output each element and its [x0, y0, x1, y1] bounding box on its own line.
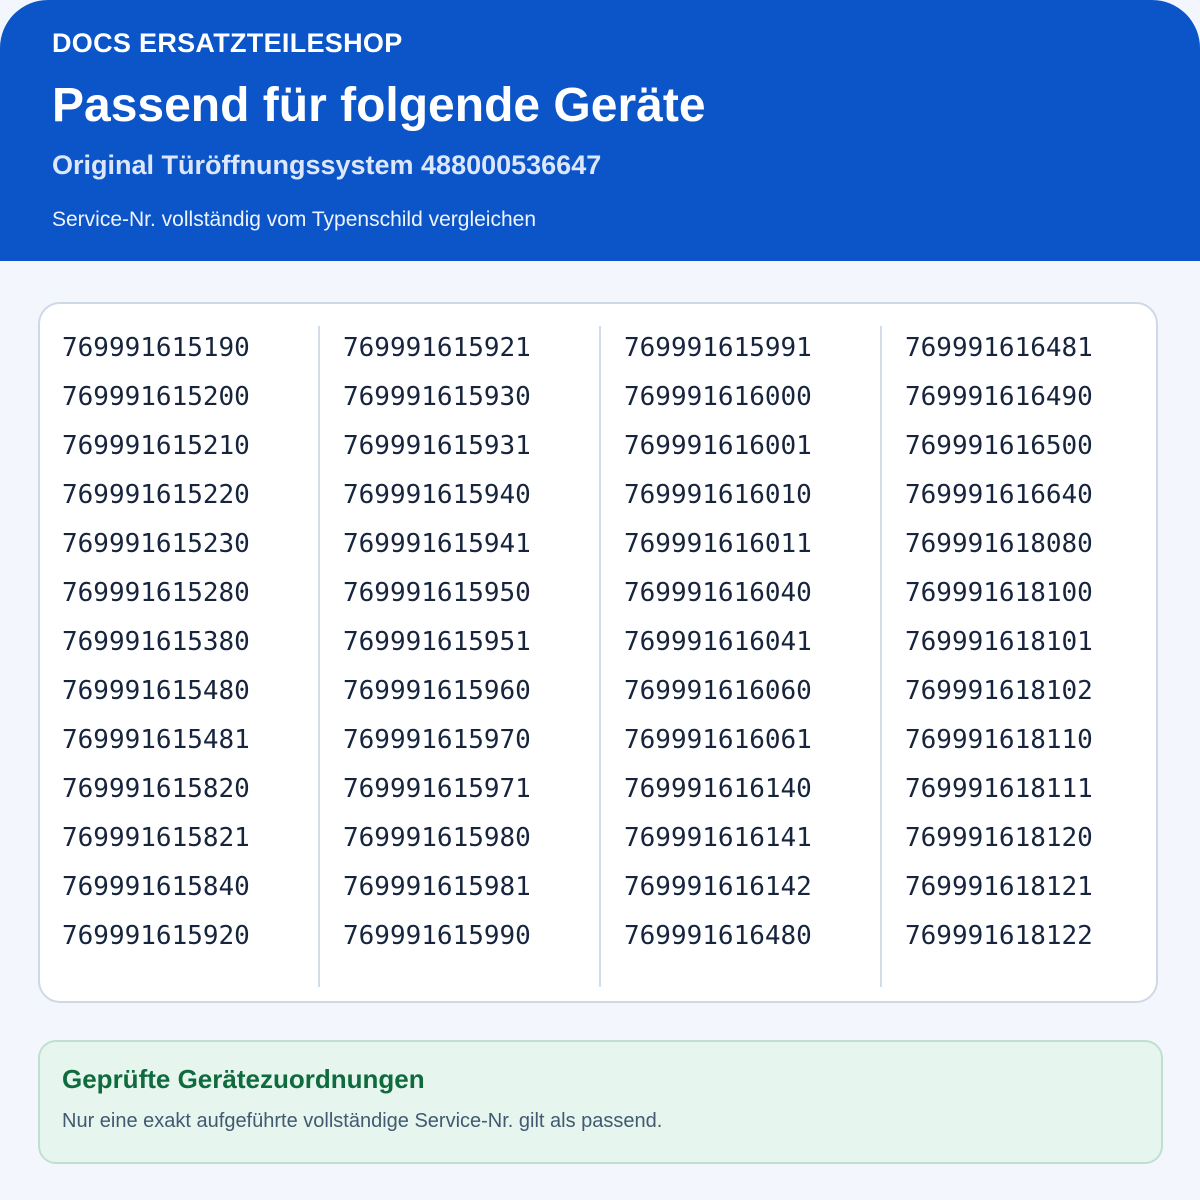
- service-number: 769991615941: [343, 529, 531, 559]
- service-number: 769991618110: [905, 725, 1093, 755]
- service-number: 769991615190: [62, 333, 250, 363]
- service-number: 769991615840: [62, 872, 250, 902]
- product-subtitle: Original Türöffnungssystem 488000536647: [52, 150, 602, 180]
- service-number: 769991615940: [343, 480, 531, 510]
- shop-brand: DOCS ERSATZTEILESHOP: [52, 28, 403, 58]
- service-number: 769991615920: [62, 921, 250, 951]
- service-number: 769991616481: [905, 333, 1093, 363]
- page-title: Passend für folgende Geräte: [52, 79, 706, 132]
- verified-info-box: [38, 1040, 1163, 1164]
- service-number: 769991616480: [624, 921, 812, 951]
- service-number: 769991615960: [343, 676, 531, 706]
- service-number: 769991616040: [624, 578, 812, 608]
- service-number: 769991615210: [62, 431, 250, 461]
- service-number: 769991618102: [905, 676, 1093, 706]
- service-number: 769991615380: [62, 627, 250, 657]
- service-number: 769991616001: [624, 431, 812, 461]
- service-number: 769991615970: [343, 725, 531, 755]
- service-number-card: [38, 302, 1158, 1003]
- service-number: 769991615480: [62, 676, 250, 706]
- info-text: Nur eine exakt aufgeführte vollständige Service-Nr. gilt als passend.: [62, 1110, 663, 1132]
- service-number: 769991615230: [62, 529, 250, 559]
- service-number: 769991616640: [905, 480, 1093, 510]
- info-title: Geprüfte Gerätezuordnungen: [62, 1064, 425, 1094]
- service-number: 769991618101: [905, 627, 1093, 657]
- service-number: 769991615481: [62, 725, 250, 755]
- service-number: 769991615931: [343, 431, 531, 461]
- service-number: 769991615991: [624, 333, 812, 363]
- service-number: 769991615990: [343, 921, 531, 951]
- service-number: 769991616141: [624, 823, 812, 853]
- service-number: 769991616140: [624, 774, 812, 804]
- service-number: 769991616061: [624, 725, 812, 755]
- service-number: 769991615971: [343, 774, 531, 804]
- service-number: 769991616500: [905, 431, 1093, 461]
- service-number: 769991615951: [343, 627, 531, 657]
- service-number: 769991616010: [624, 480, 812, 510]
- service-number: 769991616000: [624, 382, 812, 412]
- service-number: 769991616490: [905, 382, 1093, 412]
- header-note: Service-Nr. vollständig vom Typenschild vergleichen: [52, 208, 537, 231]
- service-number: 769991616011: [624, 529, 812, 559]
- service-number: 769991615930: [343, 382, 531, 412]
- service-number: 769991615981: [343, 872, 531, 902]
- service-number: 769991618121: [905, 872, 1093, 902]
- service-number: 769991618120: [905, 823, 1093, 853]
- service-number: 769991615220: [62, 480, 250, 510]
- service-number-column: [40, 326, 320, 987]
- header-banner: [0, 0, 1200, 261]
- service-number: 769991615980: [343, 823, 531, 853]
- service-number: 769991616041: [624, 627, 812, 657]
- service-number: 769991615821: [62, 823, 250, 853]
- service-number: 769991615921: [343, 333, 531, 363]
- service-number: 769991615280: [62, 578, 250, 608]
- service-number: 769991616142: [624, 872, 812, 902]
- service-number: 769991618080: [905, 529, 1093, 559]
- service-number: 769991615200: [62, 382, 250, 412]
- service-number: 769991618111: [905, 774, 1093, 804]
- service-number-column: [321, 326, 601, 987]
- service-number-column: [883, 326, 1163, 987]
- service-number-column: [602, 326, 882, 987]
- service-number: 769991615820: [62, 774, 250, 804]
- service-number: 769991618100: [905, 578, 1093, 608]
- service-number: 769991618122: [905, 921, 1093, 951]
- service-number: 769991616060: [624, 676, 812, 706]
- service-number: 769991615950: [343, 578, 531, 608]
